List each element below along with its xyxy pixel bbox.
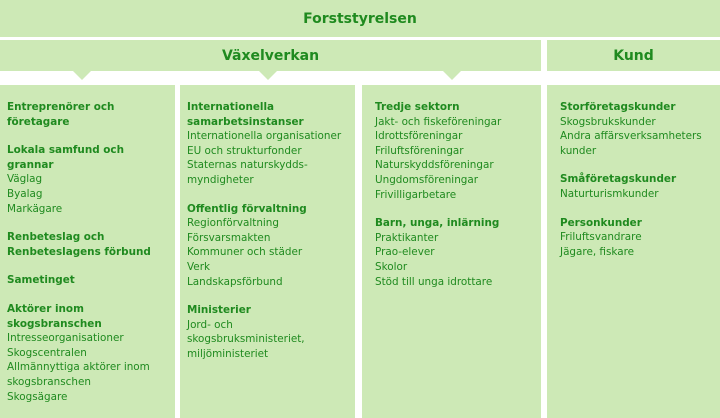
pointer-arrow [443,71,461,80]
group-item: Markägare [7,202,63,215]
group-item: Internationella organisationer [187,130,342,143]
group-item: Andra affärsverksamheters kunder [560,130,702,157]
group-item: Jord- och skogsbruksministeriet, miljöministeriet [187,318,305,360]
group-heading: Internationella samarbetsinstanser [187,101,304,128]
stakeholder-group [375,100,535,202]
group-item: Allmännyttiga aktörer inom skogsbranschen [7,361,150,388]
group-item: Friluftsvandrare [560,231,642,244]
group-item: Skogscentralen [7,346,87,359]
customer-title: Kund [613,47,654,64]
group-item: Idrottsföreningar [375,130,463,143]
group-item: Praktikanter [375,231,439,244]
stakeholder-column [180,85,355,418]
group-heading: Lokala samfund och grannar [7,144,124,171]
group-item: Skolor [375,260,408,273]
group-item: Väglag [7,173,43,186]
customer-column [547,85,720,418]
group-item: Frivilligarbetare [375,188,457,201]
group-item: Regionförvaltning [187,217,279,230]
group-item: Jägare, fiskare [560,245,635,258]
stakeholder-group [7,143,169,216]
group-item: Naturskyddsföreningar [375,159,494,172]
stakeholder-group [560,216,714,260]
stakeholder-group [187,303,349,361]
group-item: EU och strukturfonder [187,144,302,157]
group-heading: Aktörer inom skogsbranschen [7,302,102,330]
stakeholder-group [375,216,535,289]
group-heading: Entreprenörer och företagare [7,101,115,128]
group-item: Skogsägare [7,390,68,403]
group-heading: Småföretagskunder [560,173,677,186]
group-item: Försvarsmakten [187,231,271,244]
group-item: Jakt- och fiskeföreningar [375,115,502,128]
group-item: Verk [187,260,210,273]
group-item: Skogsbrukskunder [560,115,656,128]
group-heading: Offentlig förvaltning [187,202,307,215]
group-item: Byalag [7,187,43,200]
group-heading: Storföretagskunder [560,101,676,113]
group-heading: Personkunder [560,216,642,229]
interaction-header [0,40,541,71]
pointer-arrow [259,71,277,80]
group-item: Kommuner och städer [187,246,303,259]
stakeholder-group [560,172,714,201]
group-heading: Ministerier [187,304,251,317]
group-heading: Sametinget [7,274,75,287]
stakeholder-group [7,230,169,259]
group-item: Intresseorganisationer [7,332,124,345]
stakeholder-group [187,100,349,188]
group-heading: Tredje sektorn [375,101,460,113]
stakeholder-column [362,85,541,418]
group-item: Ungdomsföreningar [375,173,479,186]
group-item: Prao-elever [375,246,435,259]
group-item: Naturturismkunder [560,187,659,200]
group-item: Staternas naturskydds-myndigheter [187,159,308,186]
group-heading: Renbeteslag och Renbeteslagens förbund [7,231,151,258]
group-item: Friluftsföreningar [375,144,464,157]
stakeholder-group [7,273,169,288]
pointer-arrow [73,71,91,80]
top-title-bar [0,0,720,37]
group-item: Stöd till unga idrottare [375,275,493,288]
interaction-title: Växelverkan [221,47,320,64]
group-heading: Barn, unga, inlärning [375,217,500,230]
stakeholder-group [7,100,169,129]
stakeholder-group [7,302,169,404]
stakeholder-column [0,85,175,418]
customer-header [547,40,720,71]
top-title: Forststyrelsen [303,10,417,27]
stakeholder-group [187,202,349,290]
group-item: Landskapsförbund [187,275,283,288]
stakeholder-group [560,100,714,158]
